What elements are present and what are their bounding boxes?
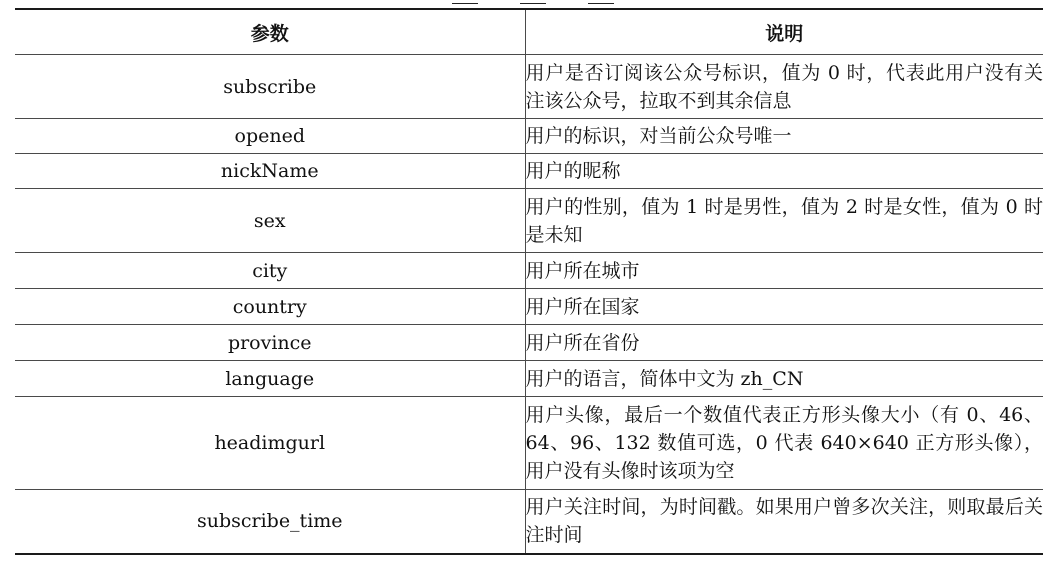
table-row: [15, 361, 1043, 397]
param-description: 用户所在省份: [525, 325, 1043, 361]
param-name: subscribe: [15, 55, 525, 119]
parameter-table: [15, 8, 1043, 555]
table-row: [15, 253, 1043, 289]
param-description: 用户的标识，对当前公众号唯一: [525, 119, 1043, 154]
param-name: country: [15, 289, 525, 325]
table-row: [15, 119, 1043, 154]
param-name: sex: [15, 189, 525, 253]
param-name: subscribe_time: [15, 490, 525, 554]
param-name: opened: [15, 119, 525, 154]
table-row: [15, 189, 1043, 253]
table-row: [15, 490, 1043, 554]
param-name: province: [15, 325, 525, 361]
param-description: 用户头像，最后一个数值代表正方形头像大小（有 0、46、64、96、132 数值可选，0 代表 640×640 正方形头像），用户没有头像时该项为空: [525, 397, 1043, 490]
param-description: 用户的性别，值为 1 时是男性，值为 2 时是女性，值为 0 时是未知: [525, 189, 1043, 253]
param-name: headimgurl: [15, 397, 525, 490]
param-description: 用户关注时间，为时间戳。如果用户曾多次关注，则取最后关注时间: [525, 496, 1043, 547]
param-name: language: [15, 361, 525, 397]
param-description: 用户是否订阅该公众号标识，值为 0 时，代表此用户没有关注该公众号，拉取不到其余信息: [525, 55, 1043, 119]
table-row: [15, 289, 1043, 325]
param-name: city: [15, 253, 525, 289]
header-description: 说明: [525, 9, 1043, 55]
table-row: [15, 154, 1043, 189]
table-row: [15, 55, 1043, 119]
param-description: 用户所在国家: [525, 289, 1043, 325]
table-row: [15, 325, 1043, 361]
table-row: [15, 397, 1043, 490]
param-description: 用户的语言，简体中文为 zh_CN: [525, 361, 1043, 397]
param-name: nickName: [15, 154, 525, 189]
cropped-text-fragment: [0, 0, 1059, 6]
header-param: 参数: [15, 9, 525, 55]
header-row: [15, 9, 1043, 55]
param-description: 用户的昵称: [525, 154, 1043, 189]
param-description: 用户所在城市: [525, 253, 1043, 289]
